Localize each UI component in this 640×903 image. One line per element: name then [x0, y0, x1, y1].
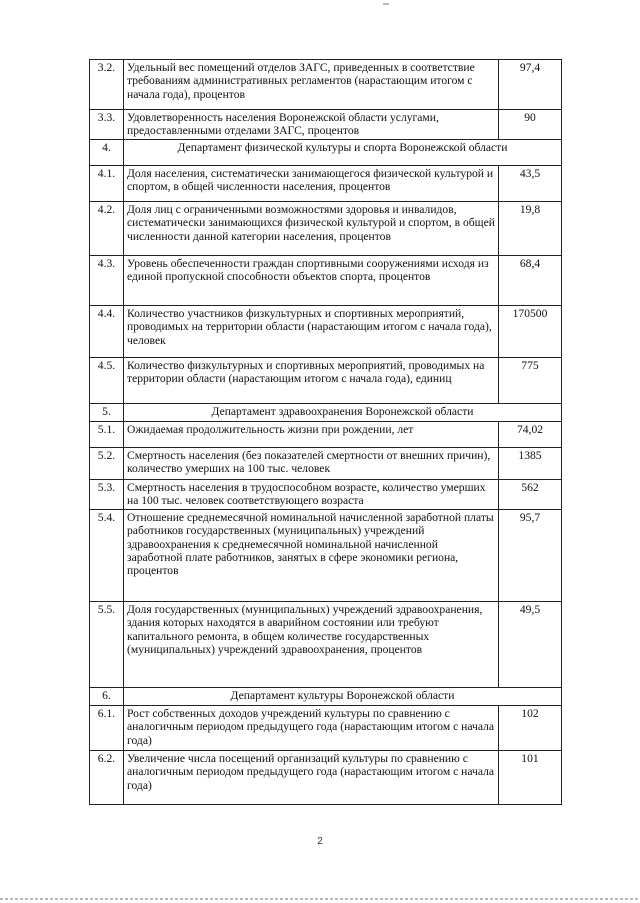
table-row [90, 110, 562, 140]
indicator-description: Рост собственных доходов учреждений культуры по сравнению с аналогичным периодом предыдущего года (нарастающим итогом с начала года) [124, 706, 499, 751]
indicator-value: 43,5 [499, 166, 562, 202]
indicator-value: 562 [499, 480, 562, 510]
indicator-value: 95,7 [499, 510, 562, 602]
table-row [90, 480, 562, 510]
section-title: Департамент здравоохранения Воронежской области [124, 404, 562, 422]
row-number: 3.2. [90, 60, 124, 110]
indicator-value: 49,5 [499, 602, 562, 688]
indicator-value: 97,4 [499, 60, 562, 110]
row-number: 5.5. [90, 602, 124, 688]
table-row [90, 706, 562, 751]
section-row [90, 140, 562, 166]
indicator-value: 19,8 [499, 202, 562, 256]
section-row [90, 404, 562, 422]
indicator-description: Смертность населения (без показателей смертности от внешних причин), количество умерших на 100 тыс. человек [124, 448, 499, 480]
indicators-table [89, 59, 562, 805]
row-number: 4.4. [90, 306, 124, 358]
table-row [90, 202, 562, 256]
indicator-description: Ожидаемая продолжительность жизни при рождении, лет [124, 422, 499, 448]
table-row [90, 256, 562, 306]
indicator-value: 74,02 [499, 422, 562, 448]
indicator-description: Увеличение числа посещений организаций культуры по сравнению с аналогичным периодом предыдущего года (нарастающим итогом с начала года) [124, 751, 499, 805]
indicator-value: 775 [499, 358, 562, 404]
row-number: 4.3. [90, 256, 124, 306]
row-number: 3.3. [90, 110, 124, 140]
indicator-value: 170500 [499, 306, 562, 358]
table-row [90, 60, 562, 110]
section-row [90, 688, 562, 706]
table-row [90, 306, 562, 358]
indicator-description: Смертность населения в трудоспособном возрасте, количество умерших на 100 тыс. человек соответствующего возраста [124, 480, 499, 510]
scan-artifact [383, 3, 389, 5]
indicator-description: Количество участников физкультурных и спортивных мероприятий, проводимых на территории области (нарастающим итогом с начала года), человек [124, 306, 499, 358]
indicator-description: Удовлетворенность населения Воронежской области услугами, предоставленными отделами ЗАГС, процентов [124, 110, 499, 140]
section-title: Департамент культуры Воронежской области [124, 688, 562, 706]
table-row [90, 422, 562, 448]
scan-edge [0, 898, 640, 900]
row-number: 5.3. [90, 480, 124, 510]
indicator-description: Удельный вес помещений отделов ЗАГС, приведенных в соответствие требованиям административных регламентов (нарастающим итогом с начала года), процентов [124, 60, 499, 110]
table-row [90, 751, 562, 805]
indicator-description: Доля населения, систематически занимающегося физической культурой и спортом, в общей численности населения, процентов [124, 166, 499, 202]
page-number: 2 [317, 836, 323, 847]
indicator-value: 68,4 [499, 256, 562, 306]
indicator-description: Количество физкультурных и спортивных мероприятий, проводимых на территории области (нарастающим итогом с начала года), единиц [124, 358, 499, 404]
table-row [90, 448, 562, 480]
indicator-description: Отношение среднемесячной номинальной начисленной заработной платы работников государственных (муниципальных) учреждений здравоохранения к среднемесячной номинальной начисленной заработной плате работников, занятых в сфере экономики региона, процентов [124, 510, 499, 602]
row-number: 5.4. [90, 510, 124, 602]
row-number: 5.2. [90, 448, 124, 480]
indicator-description: Доля лиц с ограниченными возможностями здоровья и инвалидов, систематически занимающихся физической культурой и спортом, в общей численности данной категории населения, процентов [124, 202, 499, 256]
indicator-value: 101 [499, 751, 562, 805]
table-row [90, 602, 562, 688]
indicator-value: 102 [499, 706, 562, 751]
indicator-value: 90 [499, 110, 562, 140]
indicators-table-body [90, 60, 562, 805]
table-row [90, 510, 562, 602]
row-number: 5.1. [90, 422, 124, 448]
row-number: 4.1. [90, 166, 124, 202]
indicator-value: 1385 [499, 448, 562, 480]
row-number: 6. [90, 688, 124, 706]
row-number: 6.1. [90, 706, 124, 751]
table-row [90, 166, 562, 202]
row-number: 4.5. [90, 358, 124, 404]
row-number: 4. [90, 140, 124, 166]
row-number: 6.2. [90, 751, 124, 805]
row-number: 4.2. [90, 202, 124, 256]
indicator-description: Уровень обеспеченности граждан спортивными сооружениями исходя из единой пропускной способности объектов спорта, процентов [124, 256, 499, 306]
indicator-description: Доля государственных (муниципальных) учреждений здравоохранения, здания которых находятся в аварийном состоянии или требуют капитального ремонта, в общем количестве государственных (муниципальных) учреждений здравоохранения, процентов [124, 602, 499, 688]
section-title: Департамент физической культуры и спорта Воронежской области [124, 140, 562, 166]
table-row [90, 358, 562, 404]
row-number: 5. [90, 404, 124, 422]
